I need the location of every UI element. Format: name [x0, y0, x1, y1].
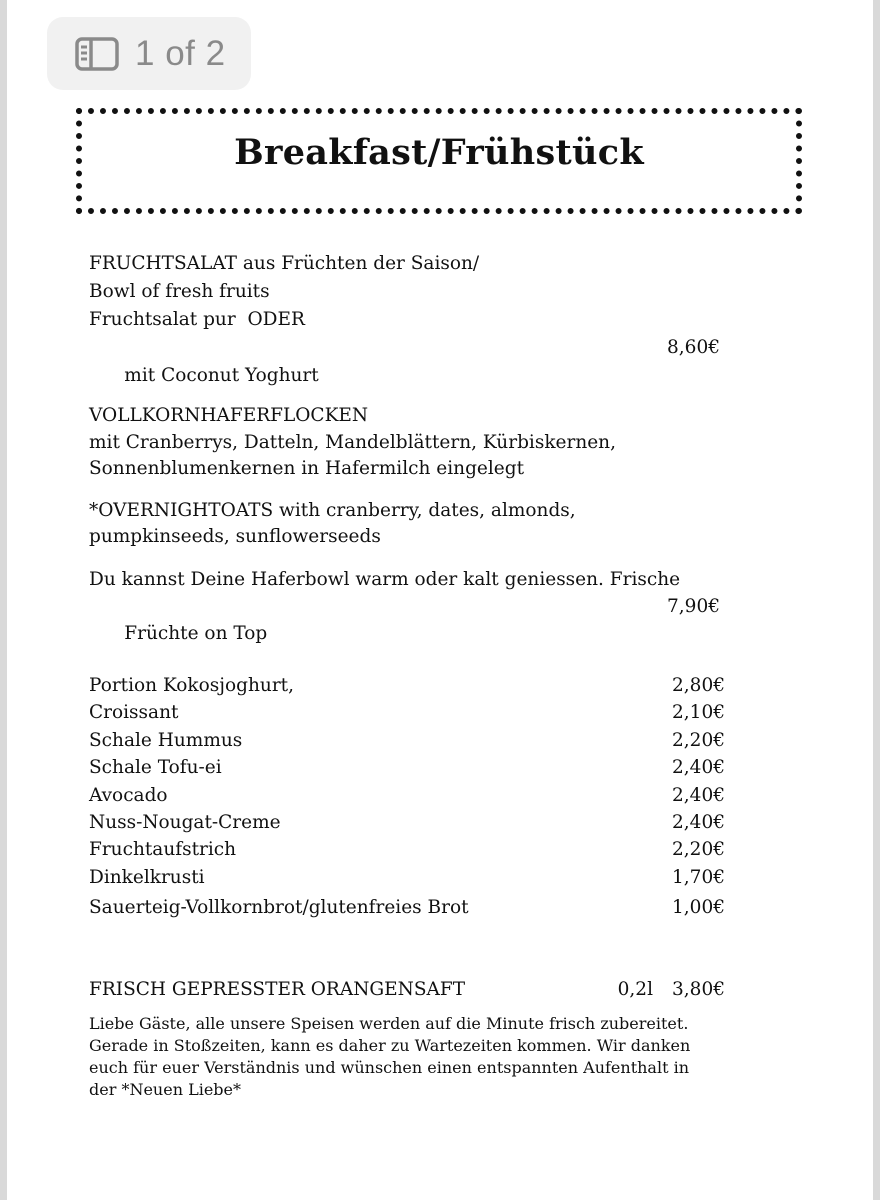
- extra-item-price: 2,40€: [672, 811, 725, 833]
- extra-item-name: Schale Tofu-ei: [89, 757, 222, 779]
- extra-item: [89, 782, 749, 809]
- juice-size: 0,2l: [617, 978, 653, 1000]
- extra-item-name: Croissant: [89, 702, 179, 724]
- extras-list: [89, 672, 749, 922]
- fruit-salad-line: [89, 334, 749, 386]
- oats-serving-line-text: Früchte on Top: [124, 623, 268, 644]
- juice-name: FRISCH GEPRESSTER ORANGENSAFT: [89, 978, 466, 1000]
- page-edge-right: [873, 0, 880, 1200]
- extra-item: [89, 754, 749, 781]
- oats-section: [89, 402, 749, 644]
- extra-item-name: Avocado: [89, 784, 168, 806]
- extra-item-price: 2,40€: [672, 757, 725, 779]
- extra-item-name: Fruchtaufstrich: [89, 839, 237, 861]
- extra-item-price: 2,40€: [672, 784, 725, 806]
- extra-item: [89, 864, 749, 891]
- extra-item-price: 2,20€: [672, 839, 725, 861]
- fruit-salad-line: Fruchtsalat pur ODER: [89, 309, 305, 330]
- extra-item-price: 1,00€: [672, 897, 725, 919]
- extra-item-name: Sauerteig-Vollkornbrot/glutenfreies Brot: [89, 897, 469, 919]
- guest-note-line: euch für euer Verständnis und wünschen einen entspannten Aufenthalt in: [89, 1058, 690, 1077]
- menu-body: [89, 250, 749, 1004]
- oats-serving-line: Du kannst Deine Haferbowl warm oder kalt geniessen. Frische: [89, 569, 681, 590]
- extra-item-price: 2,80€: [672, 675, 725, 696]
- fruit-salad-section: [89, 250, 749, 386]
- extra-item: [89, 809, 749, 836]
- extra-item-name: Schale Hummus: [89, 729, 243, 751]
- fruit-salad-price: 8,60€: [667, 337, 720, 358]
- guest-note: [89, 1013, 779, 1101]
- extra-item-name: Dinkelkrusti: [89, 866, 205, 888]
- oats-title: VOLLKORNHAFERFLOCKEN: [89, 405, 369, 426]
- fruit-salad-line: FRUCHTSALAT aus Früchten der Saison/: [89, 253, 480, 274]
- sidebar-icon: [75, 37, 119, 71]
- fruit-salad-line: Bowl of fresh fruits: [89, 281, 270, 302]
- oats-price: 7,90€: [667, 596, 720, 617]
- oats-serving-line: [89, 593, 749, 644]
- extra-item-price: 1,70€: [672, 866, 725, 888]
- extra-item: [89, 699, 749, 726]
- juice-price: 3,80€: [672, 978, 725, 1000]
- guest-note-line: der *Neuen Liebe*: [89, 1080, 241, 1099]
- page-edge-left: [0, 0, 7, 1200]
- menu-title-box: [76, 108, 802, 214]
- extra-item-price: 2,10€: [672, 702, 725, 724]
- extra-item-name: Portion Kokosjoghurt,: [89, 675, 294, 696]
- page-indicator[interactable]: [47, 17, 251, 90]
- guest-note-line: Liebe Gäste, alle unsere Speisen werden auf die Minute frisch zubereitet.: [89, 1014, 689, 1033]
- extra-item-price: 2,20€: [672, 729, 725, 751]
- page-count-label: 1 of 2: [135, 33, 226, 73]
- juice-row: [89, 976, 749, 1004]
- oats-german-line: Sonnenblumenkernen in Hafermilch eingelegt: [89, 458, 525, 479]
- fruit-salad-line-text: mit Coconut Yoghurt: [124, 365, 319, 386]
- oats-german-line: mit Cranberrys, Datteln, Mandelblättern, Kürbiskernen,: [89, 432, 616, 453]
- extra-item-name: Nuss-Nougat-Creme: [89, 811, 281, 833]
- extra-item: [89, 672, 749, 699]
- menu-title: Breakfast/Frühstück: [234, 132, 644, 173]
- extra-item: [89, 727, 749, 754]
- oats-english-line: pumpkinseeds, sunflowerseeds: [89, 526, 381, 547]
- extra-item: [89, 836, 749, 863]
- guest-note-line: Gerade in Stoßzeiten, kann es daher zu Wartezeiten kommen. Wir danken: [89, 1036, 691, 1055]
- oats-english-line: *OVERNIGHTOATS with cranberry, dates, almonds,: [89, 500, 576, 521]
- extra-item: [89, 894, 749, 921]
